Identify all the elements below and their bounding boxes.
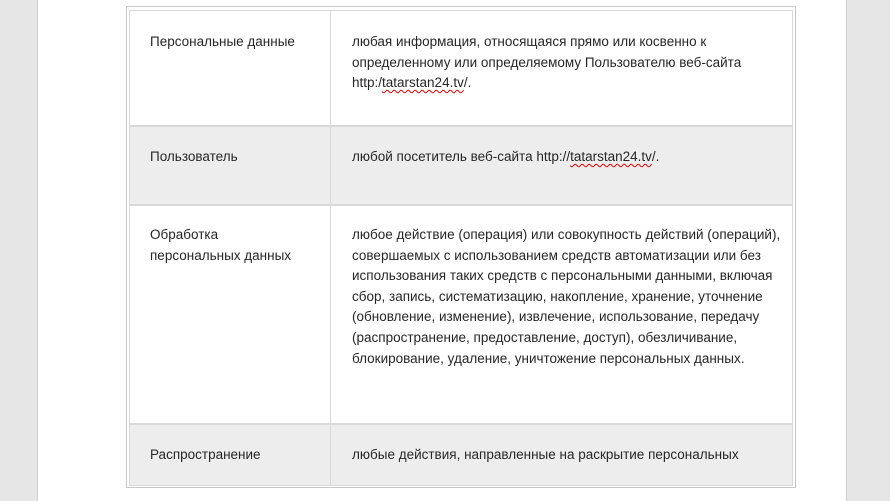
table-row-processing (129, 205, 793, 424)
column-divider (330, 424, 331, 486)
term-text: Персональные данные (150, 34, 295, 49)
left-gutter (0, 0, 38, 501)
term-text-line2: персональных данных (150, 247, 292, 263)
misspelled-domain: tatarstan24.tv (382, 75, 464, 91)
definition-cell[interactable] (352, 225, 782, 369)
definition-text: любой посетитель веб-сайта http:// (352, 149, 571, 164)
column-divider (330, 10, 331, 126)
definition-cell[interactable] (352, 147, 782, 168)
definition-cell[interactable] (352, 445, 782, 466)
table-row-personal-data (129, 10, 793, 126)
definition-text: любые действия, направленные на раскрытие персональных (352, 447, 739, 462)
term-text: Обработка (150, 227, 219, 242)
definition-text: любое действие (операция) или совокупность действий (операций), совершаемых с использованием средств автоматизации или без использования таких средств с персональными данными, включая сбор, запись, систематизацию, накопление, хранение, уточнение (обновление, изменение), извлечение, использование, передачу (распространение, предоставление, доступ), обезличивание, блокирование, удаление, уничтожение персональных данных. (352, 227, 781, 366)
term-cell[interactable] (150, 445, 325, 466)
column-divider (330, 205, 331, 424)
right-margin (847, 0, 890, 501)
definition-text-end: /. (651, 149, 660, 164)
term-text: Распространение (150, 447, 261, 462)
term-text: Пользователь (150, 149, 238, 164)
definition-text: любая информация, относящаяся прямо или косвенно к определенному или определяемому Пользователю веб-сайта http:/ (352, 34, 742, 91)
term-cell[interactable] (150, 32, 325, 53)
misspelled-domain: tatarstan24.tv (570, 149, 652, 164)
definition-cell[interactable] (352, 32, 782, 94)
column-divider (330, 126, 331, 205)
term-cell[interactable] (150, 225, 325, 266)
table-row-distribution (129, 424, 793, 486)
definitions-table (126, 6, 796, 488)
term-cell[interactable] (150, 147, 325, 168)
table-row-user (129, 126, 793, 205)
definition-text-end: /. (463, 75, 472, 91)
